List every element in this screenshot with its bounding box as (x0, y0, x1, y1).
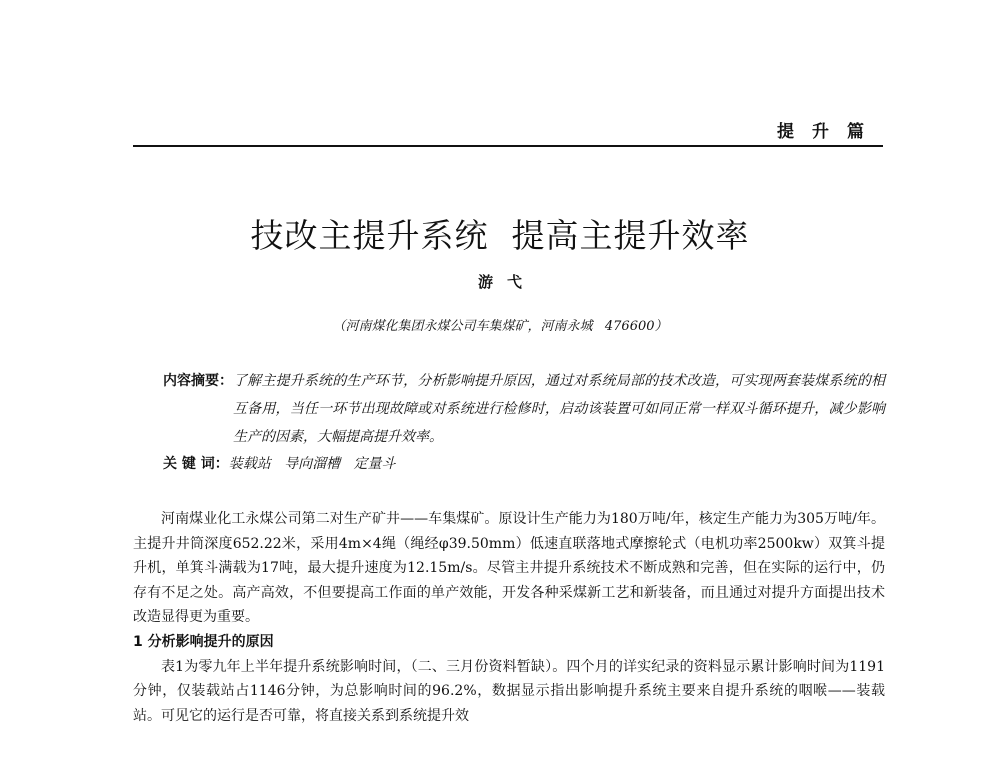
keywords-label: 关 键 词： (163, 456, 229, 472)
author-name: 游弋 (477, 273, 536, 291)
article-title: 技改主提升系统 提高主提升效率 (250, 216, 750, 255)
header-rule (133, 145, 883, 147)
article-body (133, 507, 885, 728)
intro-paragraph: 河南煤业化工永煤公司第二对生产矿井——车集煤矿。原设计生产能力为180万吨/年，核定生产能力为305万吨/年。主提升井筒深度652.22米，采用4m×4绳（绳经φ39.50mm）低速直联落地式摩擦轮式（电机功率2500kw）双箕斗提升机，单箕斗满载为17吨，最大提升速度为12.15m/s。尽管主井提升系统技术不断成熟和完善，但在实际的运行中，仍存有不足之处。高产高效，不但要提高工作面的单产效能，开发各种采煤新工艺和新装备，而且通过对提升方面提出技术改造显得更为重要。 (133, 511, 885, 626)
author-affiliation: （河南煤化集团永煤公司车集煤矿，河南永城 476600） (332, 319, 668, 334)
abstract (163, 367, 885, 451)
section-label: 提升篇 (777, 122, 882, 142)
section-paragraph: 表1为零九年上半年提升系统影响时间，（二、三月份资料暂缺）。四个月的详实纪录的资料显示累计影响时间为1191分钟，仅装载站占1146分钟，为总影响时间的96.2%，数据显示指出影响提升系统主要来自提升系统的咽喉——装载站。可见它的运行是否可靠，将直接关系到系统提升效 (133, 658, 885, 724)
section-heading: 1 分析影响提升的原因 (133, 633, 274, 650)
abstract-label: 内容摘要： (163, 373, 233, 389)
keywords (163, 452, 395, 476)
keywords-list: 装载站 导向溜槽 定量斗 (228, 456, 396, 472)
abstract-text: 了解主提升系统的生产环节，分析影响提升原因，通过对系统局部的技术改造，可实现两套装煤系统的相互备用，当任一环节出现故障或对系统进行检修时，启动该装置可如同正常一样双斗循环提升，减少影响生产的因素，大幅提高提升效率。 (233, 373, 885, 445)
